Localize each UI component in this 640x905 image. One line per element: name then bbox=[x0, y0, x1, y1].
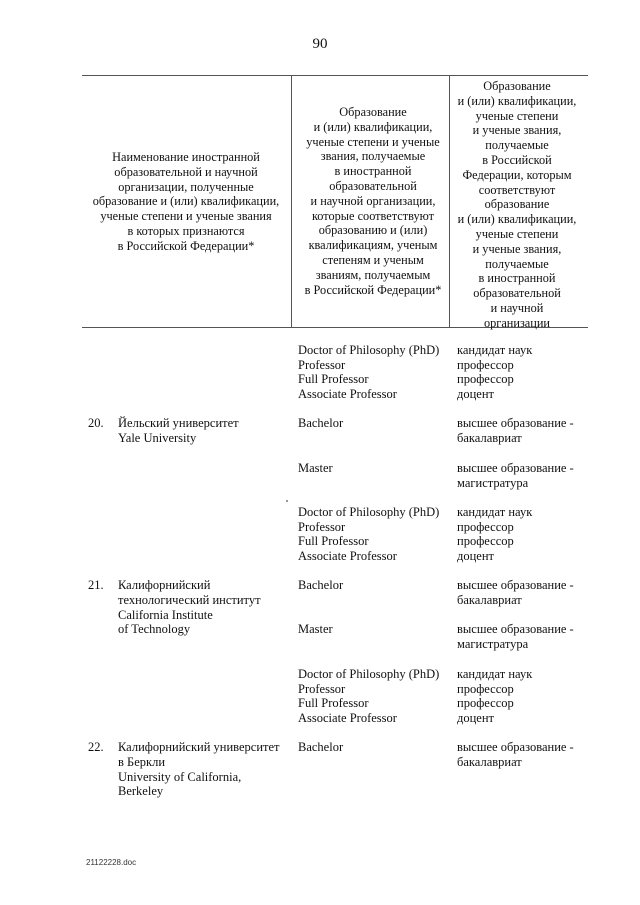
degree-ru: бакалавриат bbox=[457, 593, 522, 607]
organization-name: Berkeley bbox=[118, 784, 164, 798]
degree-ru: кандидат наук bbox=[457, 505, 533, 519]
degree-en: Bachelor bbox=[298, 578, 344, 592]
degree-en: Bachelor bbox=[298, 740, 344, 754]
organization-name: Йельский университет bbox=[118, 416, 239, 430]
degree-en: Professor bbox=[298, 358, 346, 372]
degree-en: Doctor of Philosophy (PhD) bbox=[298, 505, 440, 519]
row-number: 21. bbox=[88, 578, 104, 592]
degree-ru: высшее образование - bbox=[457, 578, 574, 592]
degree-en: Full Professor bbox=[298, 696, 369, 710]
degree-ru: доцент bbox=[457, 711, 494, 725]
organization-name: Yale University bbox=[118, 431, 197, 445]
organization-name: в Беркли bbox=[118, 755, 166, 769]
row-number: 22. bbox=[88, 740, 104, 754]
degree-ru: высшее образование - bbox=[457, 416, 574, 430]
degree-ru: профессор bbox=[457, 534, 514, 548]
degree-ru: профессор bbox=[457, 520, 514, 534]
degree-ru: профессор bbox=[457, 682, 514, 696]
degree-en: Bachelor bbox=[298, 416, 344, 430]
degree-ru: профессор bbox=[457, 696, 514, 710]
page-number: 90 bbox=[312, 36, 328, 52]
degree-ru: кандидат наук bbox=[457, 667, 533, 681]
header-organization: Наименование иностранной образовательной и научной организации, полученные образование и (или) квалификации, ученые степени и ученые звания в которых признаются в Российской Федерации* bbox=[92, 150, 280, 253]
degree-en: Associate Professor bbox=[298, 387, 397, 401]
degree-en: Professor bbox=[298, 682, 346, 696]
degree-ru: профессор bbox=[457, 358, 514, 372]
degree-ru: профессор bbox=[457, 372, 514, 386]
organization-name: Калифорнийский bbox=[118, 578, 211, 592]
degree-en: Doctor of Philosophy (PhD) bbox=[298, 343, 440, 357]
degree-en: Doctor of Philosophy (PhD) bbox=[298, 667, 440, 681]
degree-en: Master bbox=[298, 622, 333, 636]
degree-ru: высшее образование - bbox=[457, 622, 574, 636]
degree-ru: бакалавриат bbox=[457, 431, 522, 445]
header-column-divider-1 bbox=[291, 75, 292, 327]
degree-ru: доцент bbox=[457, 387, 494, 401]
organization-name: California Institute bbox=[118, 608, 213, 622]
degree-en: Associate Professor bbox=[298, 711, 397, 725]
header-foreign-qualification: Образование и (или) квалификации, ученые степени и ученые звания, получаемые в иностранной образовательной и научной организации, которые соответствуют образованию и (или) квалификациям, ученым степеням и ученым званиям, получаемым в Российской Федерации* bbox=[304, 105, 442, 297]
degree-en: Master bbox=[298, 461, 333, 475]
degree-en: Full Professor bbox=[298, 372, 369, 386]
header-russian-qualification: Образование и (или) квалификации, ученые степени и ученые звания, получаемые в Российской Федерации, которым соответствуют образование и (или) квалификации, ученые степени и ученые звания, получаемые в иностранной образовательной и научной организации bbox=[457, 79, 577, 330]
degree-en: Associate Professor bbox=[298, 549, 397, 563]
degree-ru: кандидат наук bbox=[457, 343, 533, 357]
degree-ru: магистратура bbox=[457, 476, 529, 490]
organization-name: University of California, bbox=[118, 770, 242, 784]
degree-en: Full Professor bbox=[298, 534, 369, 548]
degree-ru: высшее образование - bbox=[457, 461, 574, 475]
organization-name: Калифорнийский университет bbox=[118, 740, 280, 754]
degree-ru: доцент bbox=[457, 549, 494, 563]
degree-ru: бакалавриат bbox=[457, 755, 522, 769]
degree-en: Professor bbox=[298, 520, 346, 534]
organization-name: технологический институт bbox=[118, 593, 261, 607]
degree-ru: высшее образование - bbox=[457, 740, 574, 754]
degree-ru: магистратура bbox=[457, 637, 529, 651]
organization-name: of Technology bbox=[118, 622, 191, 636]
row-number: 20. bbox=[88, 416, 104, 430]
scan-speck bbox=[286, 500, 288, 502]
footer-filename: 21122228.doc bbox=[86, 858, 137, 867]
table-top-rule bbox=[82, 75, 588, 76]
